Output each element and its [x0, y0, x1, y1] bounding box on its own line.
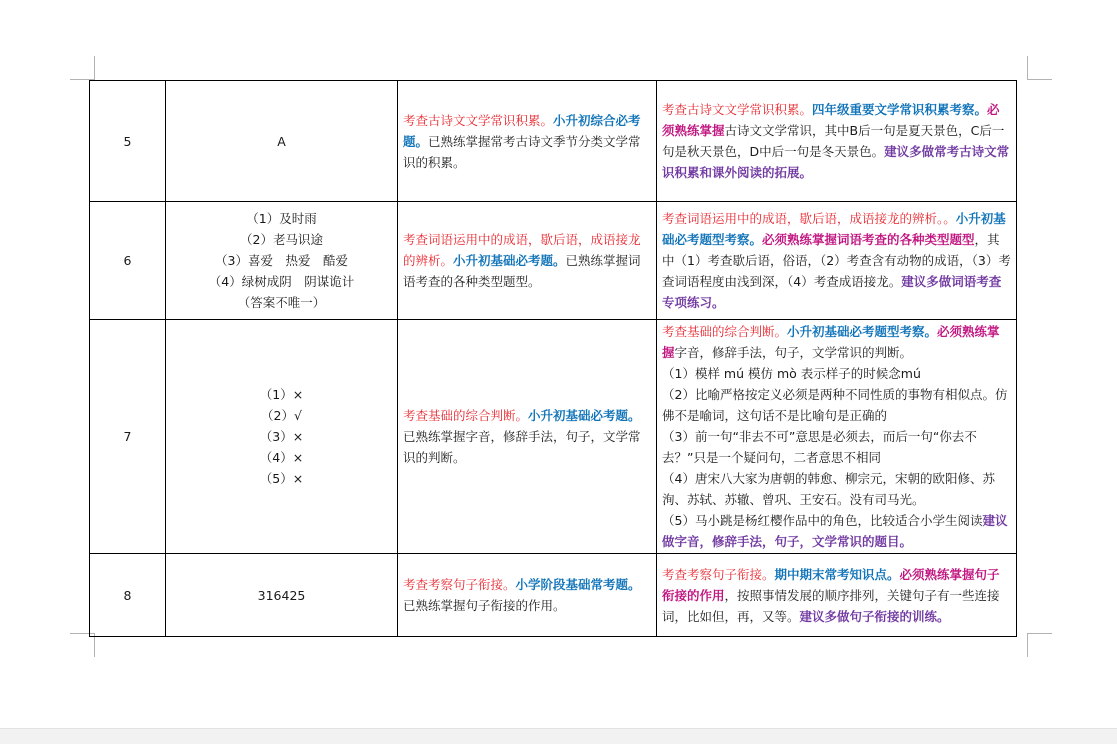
table-row	[90, 320, 1017, 554]
answer-line: （1）及时雨	[246, 211, 317, 226]
answer-line: A	[277, 133, 286, 149]
analysis-cell	[398, 202, 657, 320]
comment-paragraph	[662, 321, 1011, 363]
status-strip	[0, 728, 1117, 744]
answer-line: （答案不唯一）	[237, 295, 326, 310]
answer-line: （2）老马识途	[240, 232, 323, 247]
comment-text: 建议多做词语考查专项练习。	[662, 274, 1002, 310]
comment-text: 必须熟练掌握	[662, 102, 1000, 138]
analysis-text: 小升初基础必考题。	[453, 253, 566, 268]
analysis-text: 考查词语运用中的成语，歇后语，成语接龙的辨析。	[403, 232, 641, 268]
analysis-text: 已熟练掌握词语考查的各种类型题型。	[403, 253, 641, 289]
answer-cell	[166, 320, 398, 554]
answer-line: （3）喜爱 热爱 酷爱	[215, 253, 348, 268]
comment-text: 必须熟练掌握词语考查的各种类型题型	[762, 232, 975, 247]
crop-mark	[1027, 633, 1028, 657]
analysis-text: 考查考察句子衔接。	[403, 577, 516, 592]
comment-text: 字音，修辞手法，句子，文学常识的判断。	[674, 345, 913, 360]
comment-text: 必须熟练掌握句子衔接的作用	[662, 566, 1000, 603]
question-number-cell: 5	[90, 81, 166, 202]
comment-text: 古诗文文学常识，其中B后一句是夏天景色，C后一句是秋天景色，D中后一句是冬天景色。	[662, 123, 1005, 159]
comment-text: ，其中（1）考查歇后语，俗语，（2）考查含有动物的成语，（3）考查词语程度由浅到深，（4）考查成语接龙。	[662, 232, 1011, 289]
comment-cell	[657, 554, 1017, 637]
comment-paragraph	[662, 363, 1011, 384]
comment-cell	[657, 202, 1017, 320]
analysis-text: 已熟练掌握字音，修辞手法，句子，文学常识的判断。	[403, 429, 641, 465]
answer-line: （4）绿树成阴 阴谋诡计	[208, 274, 355, 289]
comment-paragraph	[662, 384, 1011, 426]
crop-mark	[1027, 56, 1028, 80]
analysis-text: 已熟练掌握句子衔接的作用。	[403, 598, 566, 613]
crop-mark	[1028, 633, 1052, 634]
crop-mark	[94, 56, 95, 80]
comment-paragraph	[662, 510, 1011, 552]
crop-mark	[1028, 79, 1052, 80]
comment-text: （4）唐宋八大家为唐朝的韩愈、柳宗元，宋朝的欧阳修、苏洵、苏轼、苏辙、曾巩、王安石。没有司马光。	[662, 471, 995, 507]
comment-cell	[657, 81, 1017, 202]
comment-text: （3）前一句“非去不可”意思是必须去，而后一句“你去不去？”只是一个疑问句，二者意思不相同	[662, 429, 977, 465]
analysis-text: 小升初综合必考题。	[403, 112, 641, 149]
answer-cell	[166, 81, 398, 202]
analysis-cell	[398, 320, 657, 554]
answer-line: （3）×	[259, 429, 304, 444]
answer-cell	[166, 554, 398, 637]
comment-text: 期中期末常考知识点。	[774, 566, 900, 582]
comment-text: 四年级重要文学常识积累考察。	[812, 102, 988, 117]
answer-line: （2）√	[261, 408, 302, 423]
comment-text: 必须熟练掌握	[662, 324, 1000, 360]
comment-text: 考查考察句子衔接。	[662, 566, 775, 582]
comment-text: （5）马小跳是杨红樱作品中的角色，比较适合小学生阅读	[662, 513, 983, 528]
comment-text: 建议多做常考古诗文常识积累和课外阅读的拓展。	[662, 144, 1010, 180]
answer-line: （1）×	[259, 387, 304, 402]
comment-text: 考查基础的综合判断。	[662, 324, 788, 339]
analysis-text: 小升初基础必考题。	[528, 408, 641, 423]
comment-text: 考查古诗文文学常识积累。	[662, 102, 813, 117]
answer-cell	[166, 202, 398, 320]
analysis-text: 小学阶段基础常考题。	[515, 577, 641, 592]
analysis-text: 考查基础的综合判断。	[403, 408, 529, 423]
table-row	[90, 81, 1017, 202]
answer-line: （5）×	[259, 471, 304, 486]
comment-text: 建议做字音，修辞手法，句子，文学常识的题目。	[662, 513, 1008, 549]
comment-text: 考查词语运用中的成语，歇后语，成语接龙的辨析。。	[662, 211, 956, 226]
question-number-cell: 8	[90, 554, 166, 637]
analysis-text: 已熟练掌握常考古诗文季节分类文学常识的积累。	[403, 133, 641, 170]
comment-text: （2）比喻严格按定义必须是两种不同性质的事物有相似点。仿佛不是喻词，这句话不是比喻句是正确的	[662, 387, 1008, 423]
analysis-text: 考查古诗文文学常识积累。	[403, 112, 554, 128]
analysis-cell	[398, 81, 657, 202]
comment-text: 建议多做句子衔接的训练。	[799, 608, 950, 624]
comment-text: 小升初基础必考题型考察。	[787, 324, 938, 339]
analysis-cell	[398, 554, 657, 637]
comment-paragraph	[662, 468, 1011, 510]
table-row	[90, 554, 1017, 637]
table-row	[90, 202, 1017, 320]
answer-line: 316425	[257, 587, 306, 603]
comment-text: （1）模样 mú 模仿 mò 表示样子的时候念mú	[662, 366, 921, 381]
question-number-cell: 6	[90, 202, 166, 320]
answer-analysis-table	[89, 80, 1017, 637]
question-number-cell: 7	[90, 320, 166, 554]
comment-text: ，按照事情发展的顺序排列，关键句子有一些连接词，比如但，再，又等。	[662, 587, 1000, 624]
comment-paragraph	[662, 426, 1011, 468]
comment-cell	[657, 320, 1017, 554]
comment-text: 小升初基础必考题型考察。	[662, 211, 1006, 247]
answer-line: （4）×	[259, 450, 304, 465]
